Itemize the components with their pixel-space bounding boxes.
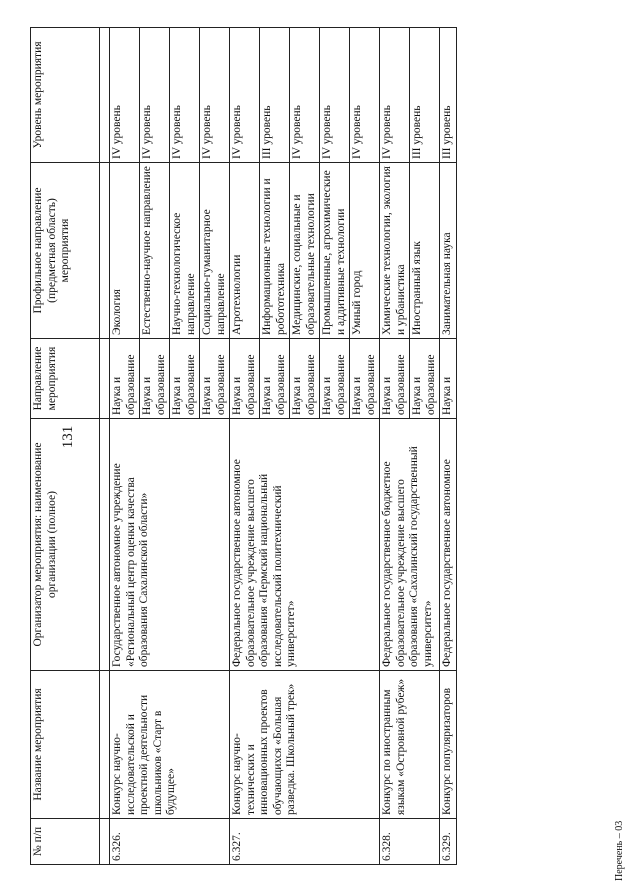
events-table bbox=[30, 27, 457, 865]
event-profile: Экология bbox=[110, 163, 140, 339]
event-profile: Социально-гуманитарное направление bbox=[200, 163, 230, 339]
event-profile: Медицинские, социальные и образовательные технологии bbox=[290, 163, 320, 339]
event-profile: Занимательная наука bbox=[440, 163, 457, 339]
event-profile: Естественно-научное направление bbox=[140, 163, 170, 339]
event-level: IV уровень bbox=[170, 28, 200, 163]
event-direction: Наука и образование bbox=[320, 339, 350, 419]
event-direction: Наука и bbox=[440, 339, 457, 419]
event-organizer: Федеральное государственное автономное образовательное учреждение высшего образования «Пермский национальный исследовательский политехнический университет» bbox=[230, 419, 380, 671]
event-name: Конкурс научно-исследовательской и проектной деятельности школьников «Старт в будущее» bbox=[110, 671, 230, 819]
event-direction: Наука и образование bbox=[140, 339, 170, 419]
table-row bbox=[230, 28, 260, 865]
header-organizer: Организатор мероприятия: наименование организации (полное) bbox=[31, 419, 100, 671]
footer-code: Перечень – 03 bbox=[614, 820, 625, 881]
column-number-cell bbox=[100, 163, 110, 339]
event-level: IV уровень bbox=[230, 28, 260, 163]
event-direction: Наука и образование bbox=[410, 339, 440, 419]
event-level: IV уровень bbox=[140, 28, 170, 163]
header-name: Название мероприятия bbox=[31, 671, 100, 819]
event-level: IV уровень bbox=[380, 28, 410, 163]
event-level: IV уровень bbox=[320, 28, 350, 163]
header-profile: Профильное направление (предметная область) мероприятия bbox=[31, 163, 100, 339]
event-level: III уровень bbox=[260, 28, 290, 163]
column-number-cell bbox=[100, 419, 110, 671]
event-number: 6.327. bbox=[230, 819, 380, 865]
event-direction: Наука и образование bbox=[170, 339, 200, 419]
column-number-cell bbox=[100, 671, 110, 819]
header-num: № п/п bbox=[31, 819, 100, 865]
event-level: III уровень bbox=[410, 28, 440, 163]
event-number: 6.328. bbox=[380, 819, 440, 865]
header-direction: Направление мероприятия bbox=[31, 339, 100, 419]
table-row bbox=[380, 28, 410, 865]
column-number-cell bbox=[100, 819, 110, 865]
event-number: 6.329. bbox=[440, 819, 457, 865]
event-direction: Наука и образование bbox=[290, 339, 320, 419]
event-profile: Химические технологии, экология и урбанистика bbox=[380, 163, 410, 339]
event-organizer: Государственное автономное учреждение «Региональный центр оценки качества образования Сахалинской области» bbox=[110, 419, 230, 671]
header-row bbox=[31, 28, 100, 865]
event-direction: Наука и образование bbox=[380, 339, 410, 419]
event-profile: Научно-технологическое направление bbox=[170, 163, 200, 339]
table-row bbox=[440, 28, 457, 865]
event-profile: Агротехнологии bbox=[230, 163, 260, 339]
event-profile: Промышленные, агрохимические и аддитивные технологии bbox=[320, 163, 350, 339]
event-level: IV уровень bbox=[200, 28, 230, 163]
event-organizer: Федеральное государственное бюджетное образовательное учреждение высшего образования «Сахалинский государственный университет» bbox=[380, 419, 440, 671]
column-number-cell bbox=[100, 28, 110, 163]
event-direction: Наука и образование bbox=[110, 339, 140, 419]
event-level: IV уровень bbox=[290, 28, 320, 163]
header-level: Уровень мероприятия bbox=[31, 28, 100, 163]
event-name: Конкурс научно-технических и инновационных проектов обучающихся «Большая разведка. Школьный трек» bbox=[230, 671, 380, 819]
event-number: 6.326. bbox=[110, 819, 230, 865]
event-name: Конкурс популяризаторов bbox=[440, 671, 457, 819]
page-number: 131 bbox=[60, 425, 76, 449]
event-name: Конкурс по иностранным языкам «Островной рубеж» bbox=[380, 671, 440, 819]
event-profile: Иностранный язык bbox=[410, 163, 440, 339]
event-level: III уровень bbox=[440, 28, 457, 163]
event-direction: Наука и образование bbox=[260, 339, 290, 419]
column-number-row bbox=[100, 28, 110, 865]
table-row bbox=[110, 28, 140, 865]
event-organizer: Федеральное государственное автономное bbox=[440, 419, 457, 671]
events-body bbox=[110, 28, 457, 865]
event-direction: Наука и образование bbox=[230, 339, 260, 419]
event-profile: Информационные технологии и робототехника bbox=[260, 163, 290, 339]
event-direction: Наука и образование bbox=[200, 339, 230, 419]
event-direction: Наука и образование bbox=[350, 339, 380, 419]
column-number-cell bbox=[100, 339, 110, 419]
event-level: IV уровень bbox=[350, 28, 380, 163]
event-profile: Умный город bbox=[350, 163, 380, 339]
event-level: IV уровень bbox=[110, 28, 140, 163]
